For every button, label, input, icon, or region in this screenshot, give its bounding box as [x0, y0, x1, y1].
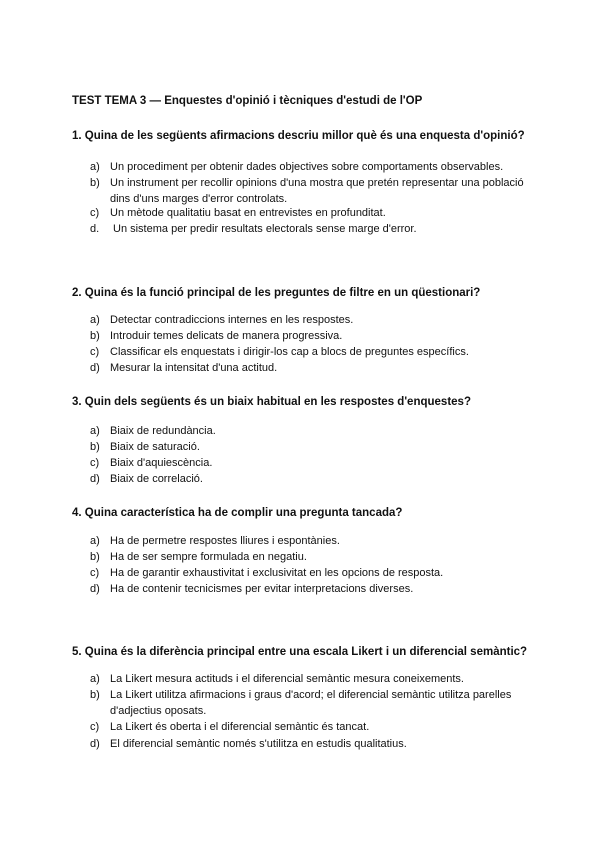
- option-letter: c): [90, 457, 100, 469]
- option-text: Biaix de redundància.: [110, 425, 216, 437]
- option-text: Detectar contradiccions internes en les respostes.: [110, 314, 354, 326]
- option-text: Biaix de saturació.: [110, 441, 200, 453]
- option-text: Mesurar la intensitat d'una actitud.: [110, 362, 278, 374]
- q1-option-c: [90, 206, 530, 222]
- option-letter: b): [90, 551, 100, 563]
- option-text: Ha de contenir tecnicismes per evitar interpretacions diverses.: [110, 583, 414, 595]
- option-letter: a): [90, 535, 100, 547]
- question-5: 5. Quina és la diferència principal entre una escala Likert i un diferencial semàntic?: [72, 646, 528, 658]
- option-text: Un mètode qualitatiu basat en entrevistes en profunditat.: [110, 207, 386, 219]
- option-letter: a): [90, 161, 100, 173]
- option-letter: d): [90, 362, 100, 374]
- option-letter: b): [90, 689, 100, 701]
- q3-option-b: [90, 440, 530, 456]
- q4-option-a: [90, 534, 530, 550]
- option-letter: c): [90, 346, 100, 358]
- q5-option-a: [90, 672, 530, 688]
- option-text: Classificar els enquestats i dirigir-los cap a blocs de preguntes específics.: [110, 346, 469, 358]
- option-letter: c): [90, 567, 100, 579]
- option-text: La Likert mesura actituds i el diferencial semàntic mesura coneixements.: [110, 673, 464, 685]
- q5-option-d: [90, 737, 530, 753]
- q2-option-b: [90, 329, 530, 345]
- option-text: Un procediment per obtenir dades objectives sobre comportaments observables.: [110, 161, 504, 173]
- option-text: Un sistema per predir resultats electorals sense marge d'error.: [113, 223, 417, 235]
- q3-option-a: [90, 424, 530, 440]
- option-letter: a): [90, 425, 100, 437]
- option-letter: b): [90, 441, 100, 453]
- option-text: Ha de permetre respostes lliures i espontànies.: [110, 535, 340, 547]
- question-2: 2. Quina és la funció principal de les preguntes de filtre en un qüestionari?: [72, 287, 481, 299]
- option-letter: c): [90, 721, 100, 733]
- option-letter: b): [90, 177, 100, 189]
- q4-option-b: [90, 550, 530, 566]
- q4-option-d: [90, 582, 530, 598]
- question-3: 3. Quin dels següents és un biaix habitual en les respostes d'enquestes?: [72, 396, 471, 408]
- q1-option-b: [90, 176, 530, 207]
- q3-option-d: [90, 472, 530, 488]
- option-letter: a): [90, 673, 100, 685]
- option-text: Ha de ser sempre formulada en negatiu.: [110, 551, 307, 563]
- option-text: La Likert és oberta i el diferencial semàntic és tancat.: [110, 721, 370, 733]
- q3-option-c: [90, 456, 530, 472]
- question-1: 1. Quina de les següents afirmacions descriu millor què és una enquesta d'opinió?: [72, 130, 525, 142]
- option-text: Biaix d'aquiescència.: [110, 457, 213, 469]
- q2-option-a: [90, 313, 530, 329]
- option-text: Ha de garantir exhaustivitat i exclusivitat en les opcions de resposta.: [110, 567, 444, 579]
- q4-option-c: [90, 566, 530, 582]
- q1-option-d: [90, 222, 530, 238]
- option-letter: d.: [90, 223, 100, 235]
- option-text: El diferencial semàntic només s'utilitza en estudis qualitatius.: [110, 738, 407, 750]
- q5-option-c: [90, 720, 530, 736]
- question-4: 4. Quina característica ha de complir una pregunta tancada?: [72, 507, 403, 519]
- option-letter: d): [90, 473, 100, 485]
- option-text: Un instrument per recollir opinions d'una mostra que pretén representar una població dins d'uns marges d'error controlats.: [110, 177, 524, 205]
- option-text: La Likert utilitza afirmacions i graus d'acord; el diferencial semàntic utilitza parelles d'adjectius oposats.: [110, 689, 512, 717]
- option-letter: d): [90, 738, 100, 750]
- q2-option-c: [90, 345, 530, 361]
- q5-option-b: [90, 688, 530, 719]
- option-letter: a): [90, 314, 100, 326]
- option-text: Biaix de correlació.: [110, 473, 203, 485]
- q2-option-d: [90, 361, 530, 377]
- document-title: TEST TEMA 3 — Enquestes d'opinió i tècniques d'estudi de l'OP: [72, 95, 423, 107]
- option-letter: c): [90, 207, 100, 219]
- option-letter: b): [90, 330, 100, 342]
- option-letter: d): [90, 583, 100, 595]
- option-text: Introduir temes delicats de manera progressiva.: [110, 330, 343, 342]
- q1-option-a: [90, 160, 530, 176]
